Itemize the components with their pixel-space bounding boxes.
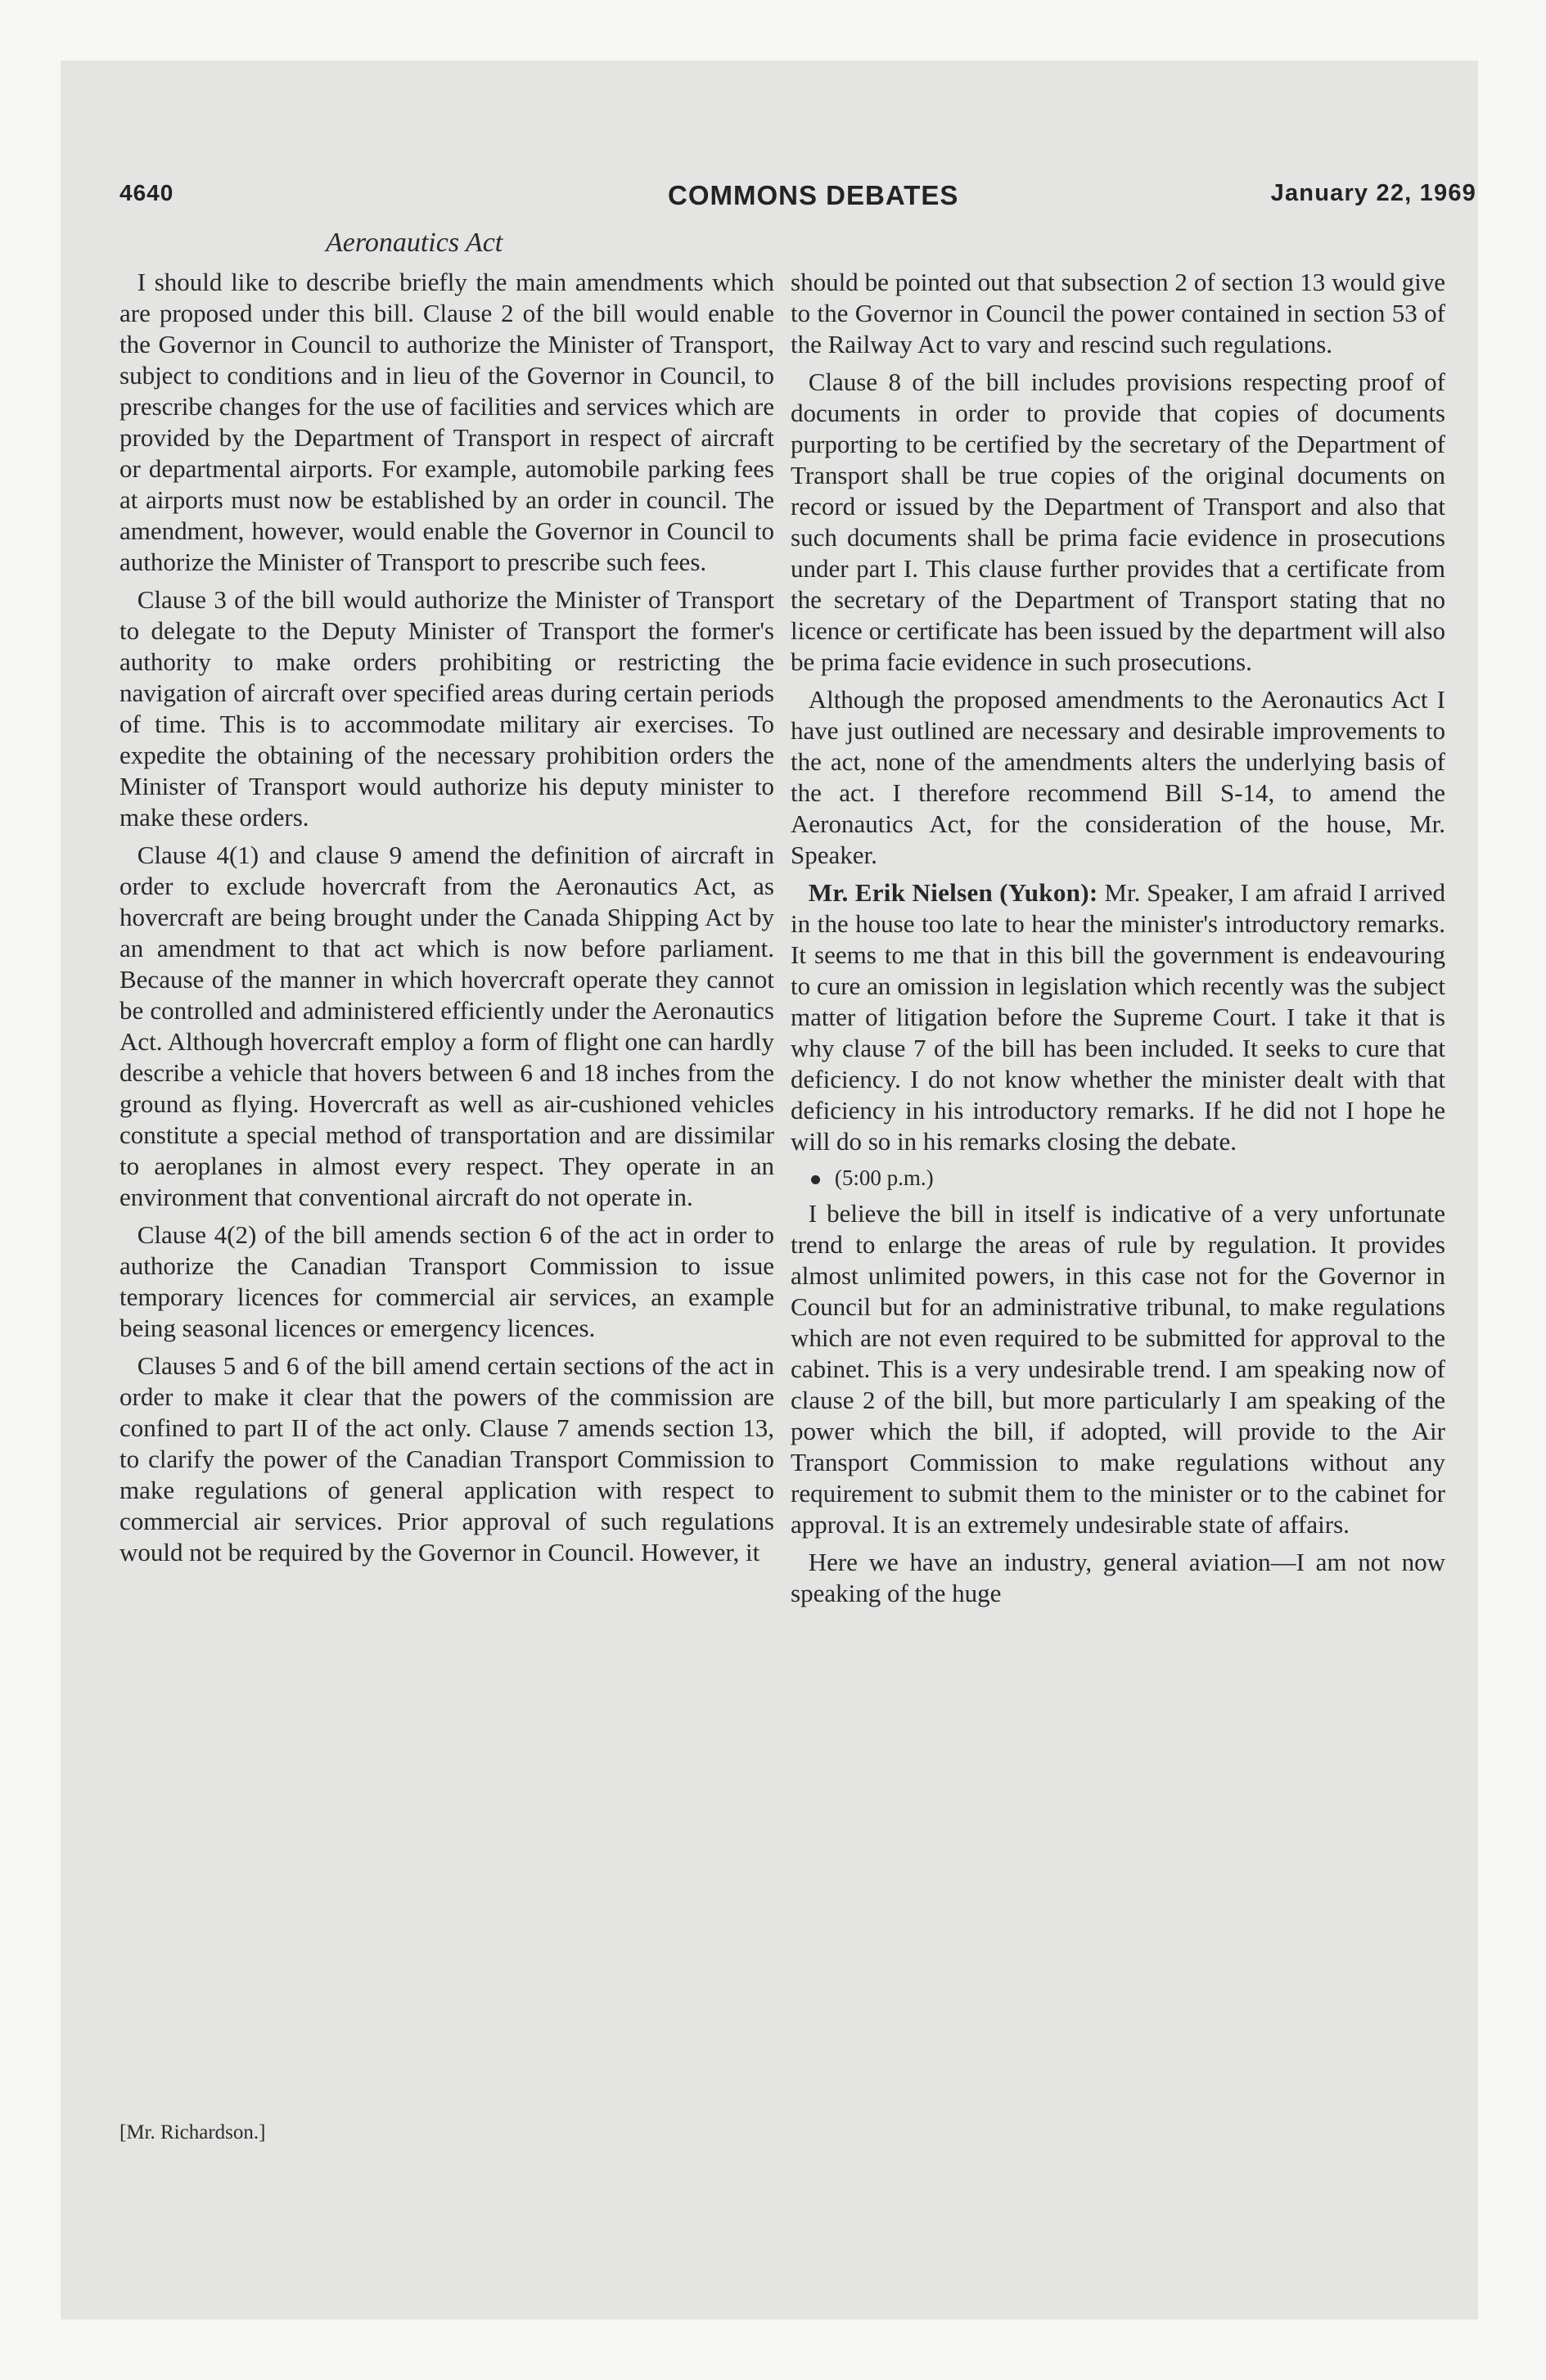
paragraph: Clause 4(1) and clause 9 amend the definition of aircraft in order to exclude hovercraft from the Aeronautics Act, as hovercraft are being brought under the Canada Shipping Act by an amendment to that act which is now before parliament. Because of the manner in which hovercraft operate they cannot be controlled and administered efficiently under the Aeronautics Act. Although hovercraft employ a form of flight one can hardly describe a vehicle that hovers between 6 and 18 inches from the ground as flying. Hovercraft as well as air-cushioned vehicles constitute a special method of transportation and are dissimilar to aeroplanes in almost every respect. They operate in an environment that conventional aircraft do not operate in. (119, 841, 774, 1211)
paragraph: Here we have an industry, general aviation—I am not now speaking of the huge (791, 1548, 1445, 1607)
publication-title: COMMONS DEBATES (668, 180, 959, 210)
document-page (61, 61, 1478, 2319)
page-header (119, 180, 1478, 221)
paragraph: Clause 4(2) of the bill amends section 6 of the act in order to authorize the Canadian Transport Commission to issue temporary licences for commercial air services, an example being seasonal licences or emergency licences. (119, 1220, 774, 1342)
right-column (791, 267, 1445, 1616)
publication-date: January 22, 1969 (1270, 180, 1476, 206)
bullet-icon (811, 1175, 820, 1184)
paragraph: should be pointed out that subsection 2 of section 13 would give to the Governor in Council the power contained in section 53 of the Railway Act to vary and rescind such regulations. (791, 268, 1445, 358)
running-head: Aeronautics Act (326, 228, 503, 258)
paragraph: Clause 8 of the bill includes provisions respecting proof of documents in order to provide that copies of documents purporting to be certified by the secretary of the Department of Transport shall be true copies of the original documents on record or issued by the Department of Transport and also that such documents shall be prima facie evidence in prosecutions under part I. This clause further provides that a certificate from the secretary of the Department of Transport stating that no licence or certificate has been issued by the department will also be prima facie evidence in such prosecutions. (791, 367, 1445, 676)
time-marker (791, 1164, 1445, 1192)
paragraph: Although the proposed amendments to the Aeronautics Act I have just outlined are necessary and desirable improvements to the act, none of the amendments alters the underlying basis of the act. I therefore recommend Bill S-14, to amend the Aeronautics Act, for the consideration of the house, Mr. Speaker. (791, 685, 1445, 869)
paragraph: I should like to describe briefly the main amendments which are proposed under this bill. Clause 2 of the bill would enable the Governor in Council to authorize the Minister of Transport, subject to conditions and in lieu of the Governor in Council, to prescribe changes for the use of facilities and services which are provided by the Department of Transport in respect of aircraft or departmental airports. For example, automobile parking fees at airports must now be established by an order in council. The amendment, however, would enable the Governor in Council to authorize the Minister of Transport to prescribe such fees. (119, 268, 774, 576)
speaker-name: Mr. Erik Nielsen (Yukon): (808, 878, 1098, 907)
paragraph: I believe the bill in itself is indicative of a very unfortunate trend to enlarge the areas of rule by regulation. It provides almost unlimited powers, in this case not for the Governor in Council but for an administrative tribunal, to make regulations which are not even required to be submitted for approval to the cabinet. This is a very undesirable trend. I am speaking now of clause 2 of the bill, but more particularly I am speaking of the power which the bill, if adopted, will provide to the Air Transport Commission to make regulations without any requirement to submit them to the minister or to the cabinet for approval. It is an extremely undesirable state of affairs. (791, 1199, 1445, 1539)
speaker-footer: [Mr. Richardson.] (119, 2121, 266, 2143)
page-number: 4640 (119, 180, 174, 205)
speech-text: Mr. Speaker, I am afraid I arrived in the house too late to hear the minister's introductory remarks. It seems to me that in this bill the government is endeavouring to cure an omission in legislation which recently was the subject matter of litigation before the Supreme Court. I take it that is why clause 7 of the bill has been included. It seeks to cure that deficiency. I do not know whether the minister dealt with that deficiency in his introductory remarks. If he did not I hope he will do so in his remarks closing the debate. (791, 878, 1446, 1156)
speech-paragraph (791, 877, 1445, 1157)
paragraph: Clauses 5 and 6 of the bill amend certain sections of the act in order to make it clear that the powers of the commission are confined to part II of the act only. Clause 7 amends section 13, to clarify the power of the Canadian Transport Commission to make regulations of general application with respect to commercial air services. Prior approval of such regulations would not be required by the Governor in Council. However, it (119, 1351, 774, 1566)
paragraph: Clause 3 of the bill would authorize the Minister of Transport to delegate to the Deputy Minister of Transport the former's authority to make orders prohibiting or restricting the navigation of aircraft over specified areas during certain periods of time. This is to accommodate military air exercises. To expedite the obtaining of the necessary prohibition orders the Minister of Transport would authorize his deputy minister to make these orders. (119, 585, 774, 832)
time-stamp: (5:00 p.m.) (834, 1165, 934, 1190)
left-column (119, 267, 774, 1575)
